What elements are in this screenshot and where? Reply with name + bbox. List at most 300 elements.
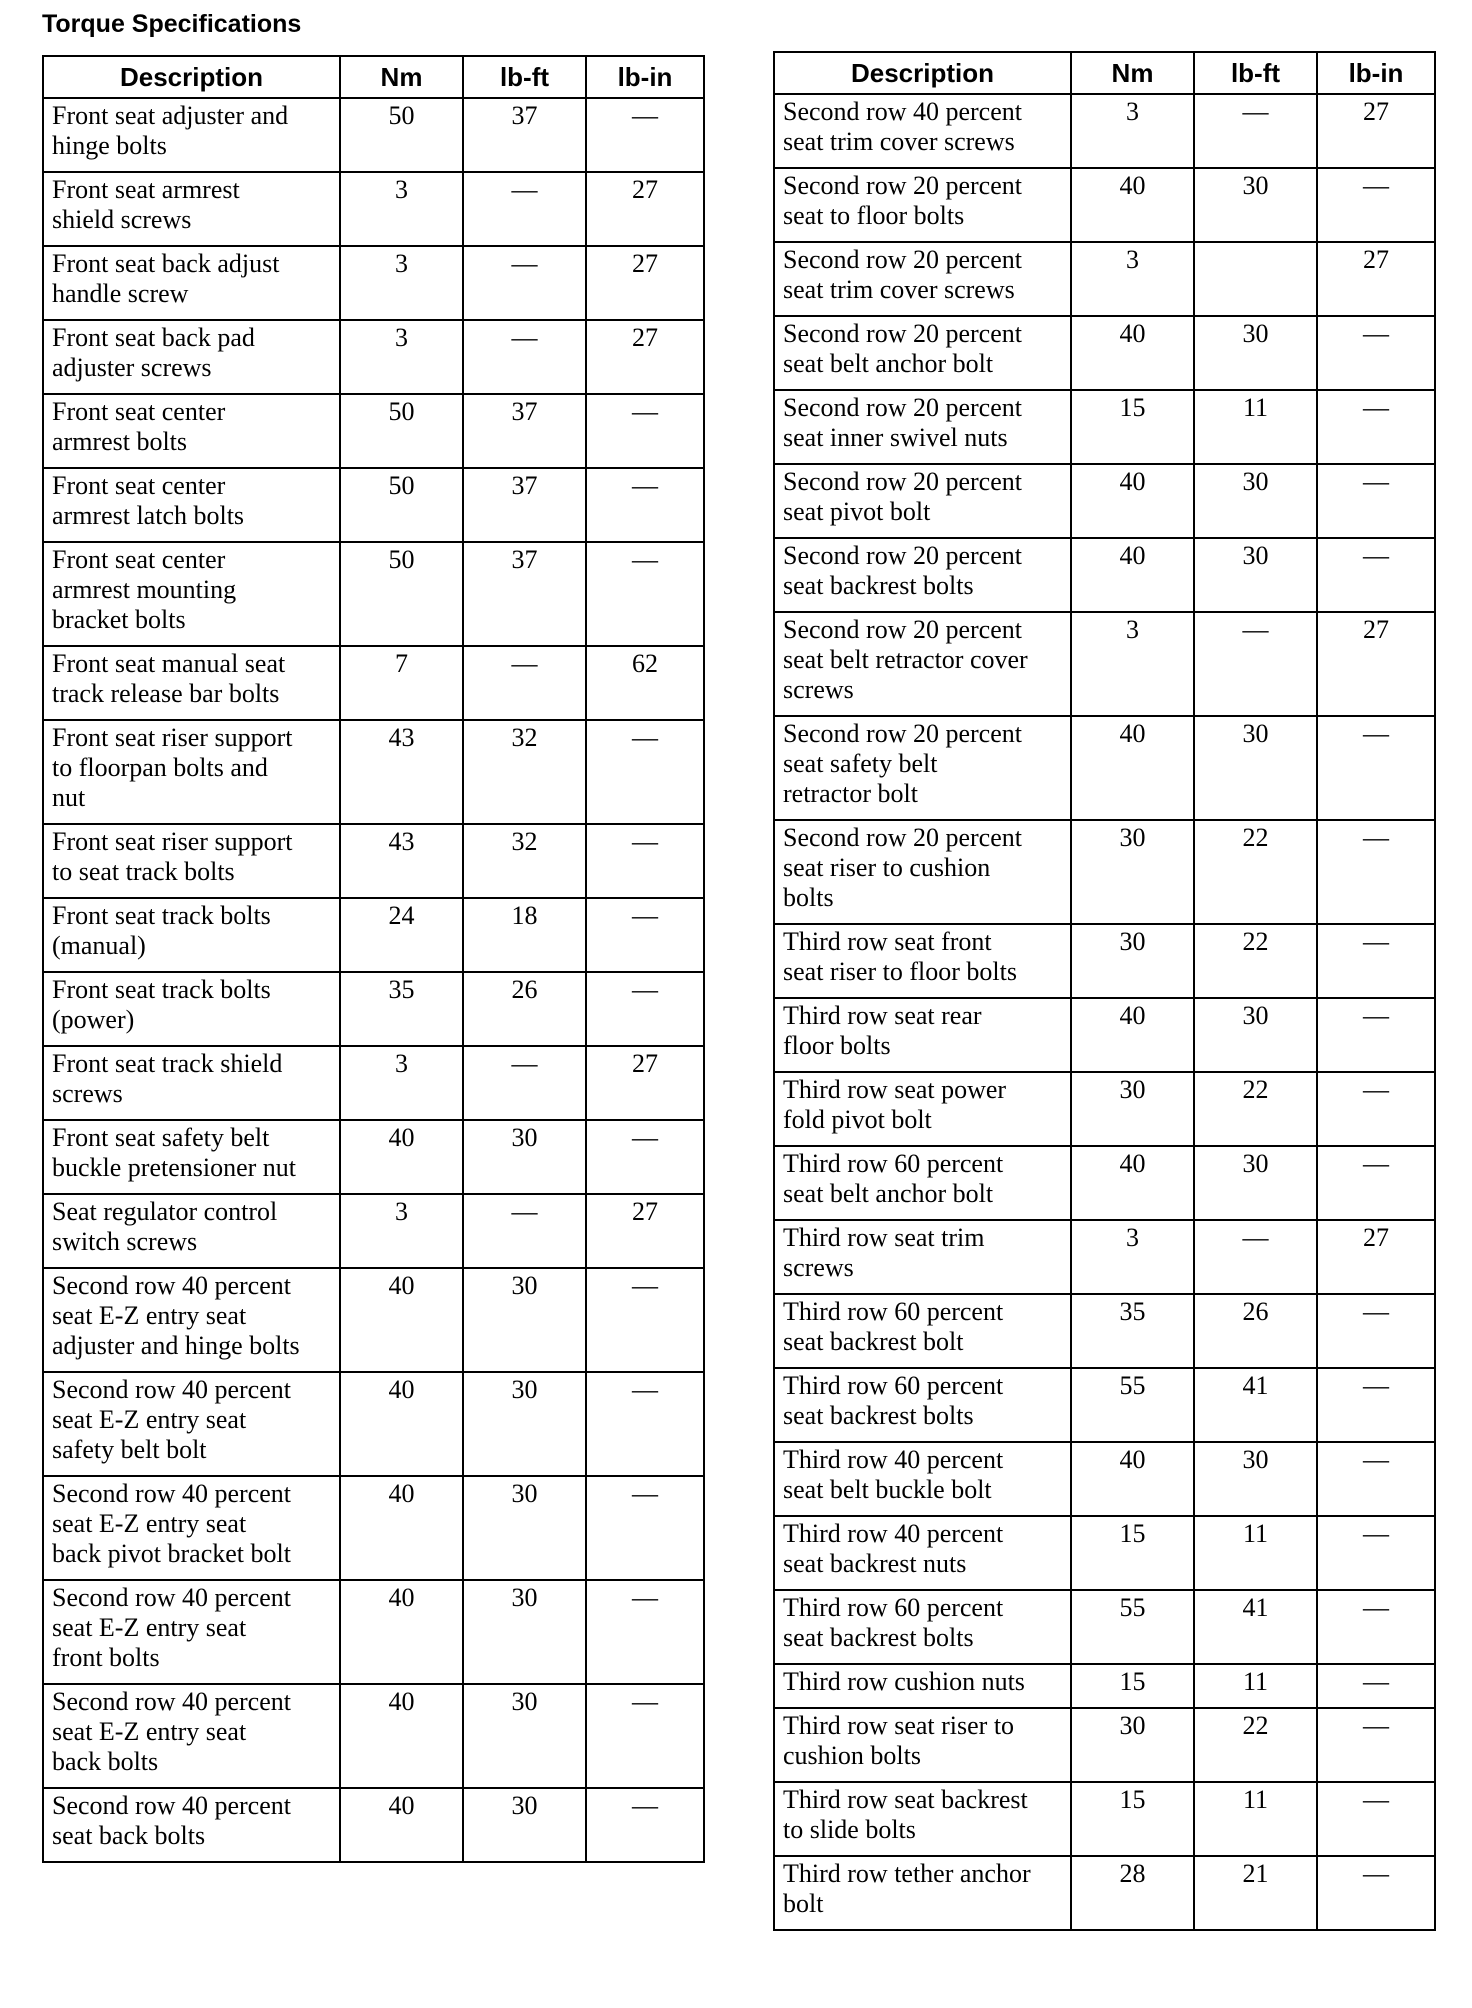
lbft-cell: 21: [1194, 1856, 1317, 1930]
nm-cell: 3: [340, 246, 463, 320]
description-line: Third row seat power: [783, 1075, 1007, 1104]
torque-table-right: [773, 51, 1436, 1931]
header-description: Description: [774, 52, 1071, 94]
table-row: [774, 464, 1435, 538]
lbin-cell: —: [1317, 820, 1435, 924]
description-line: Second row 40 percent: [52, 1583, 291, 1612]
description-line: seat back bolts: [52, 1821, 206, 1850]
lbin-cell: —: [1317, 1708, 1435, 1782]
description-line: handle screw: [52, 279, 189, 308]
description-cell: [774, 1856, 1071, 1930]
nm-cell: 40: [1071, 1442, 1194, 1516]
nm-cell: 40: [1071, 316, 1194, 390]
table-row: [43, 720, 704, 824]
lbin-cell: —: [1317, 316, 1435, 390]
description-line: seat riser to cushion: [783, 853, 991, 882]
description-cell: [774, 316, 1071, 390]
lbft-cell: 30: [1194, 168, 1317, 242]
description-cell: [774, 1294, 1071, 1368]
table-row: [774, 612, 1435, 716]
lbin-cell: —: [1317, 1516, 1435, 1590]
nm-cell: 3: [1071, 242, 1194, 316]
table-row: [774, 1220, 1435, 1294]
description-cell: [774, 1590, 1071, 1664]
lbin-cell: —: [1317, 1072, 1435, 1146]
table-row: [774, 538, 1435, 612]
description-line: Front seat adjuster and: [52, 101, 289, 130]
nm-cell: 3: [340, 1194, 463, 1268]
description-cell: [774, 1442, 1071, 1516]
description-line: seat trim cover screws: [783, 127, 1015, 156]
description-cell: [774, 1368, 1071, 1442]
table-row: [774, 1442, 1435, 1516]
description-line: Second row 40 percent: [52, 1791, 291, 1820]
description-line: Second row 20 percent: [783, 245, 1022, 274]
description-line: Third row seat trim: [783, 1223, 985, 1252]
nm-cell: 43: [340, 720, 463, 824]
description-line: seat inner swivel nuts: [783, 423, 1008, 452]
description-line: Third row 60 percent: [783, 1297, 1004, 1326]
lbin-cell: —: [1317, 1856, 1435, 1930]
lbft-cell: 11: [1194, 1664, 1317, 1708]
lbft-cell: 30: [463, 1120, 586, 1194]
nm-cell: 50: [340, 394, 463, 468]
table-row: [774, 924, 1435, 998]
description-line: adjuster and hinge bolts: [52, 1331, 300, 1360]
nm-cell: 50: [340, 98, 463, 172]
description-line: Third row 60 percent: [783, 1149, 1004, 1178]
description-cell: [774, 1072, 1071, 1146]
description-line: Front seat armrest: [52, 175, 240, 204]
table-row: [774, 998, 1435, 1072]
description-cell: [774, 464, 1071, 538]
lbft-cell: —: [463, 246, 586, 320]
table-row: [774, 1368, 1435, 1442]
nm-cell: 30: [1071, 1072, 1194, 1146]
description-line: retractor bolt: [783, 779, 918, 808]
description-line: seat E-Z entry seat: [52, 1301, 247, 1330]
lbft-cell: 22: [1194, 1708, 1317, 1782]
lbin-cell: —: [586, 720, 704, 824]
description-line: fold pivot bolt: [783, 1105, 932, 1134]
description-line: screws: [52, 1079, 123, 1108]
description-line: Third row seat backrest: [783, 1785, 1028, 1814]
lbin-cell: —: [1317, 168, 1435, 242]
description-cell: [774, 1220, 1071, 1294]
description-line: to floorpan bolts and: [52, 753, 268, 782]
lbft-cell: 11: [1194, 390, 1317, 464]
description-line: Second row 20 percent: [783, 541, 1022, 570]
description-cell: [43, 1684, 340, 1788]
description-line: Third row 40 percent: [783, 1445, 1004, 1474]
lbin-cell: —: [586, 824, 704, 898]
table-row: [43, 1194, 704, 1268]
lbin-cell: 27: [586, 1194, 704, 1268]
table-row: [43, 1046, 704, 1120]
description-line: Second row 40 percent: [52, 1687, 291, 1716]
nm-cell: 55: [1071, 1368, 1194, 1442]
nm-cell: 3: [340, 320, 463, 394]
description-line: Third row tether anchor: [783, 1859, 1031, 1888]
nm-cell: 15: [1071, 1782, 1194, 1856]
nm-cell: 15: [1071, 390, 1194, 464]
lbin-cell: —: [1317, 1782, 1435, 1856]
lbin-cell: —: [1317, 464, 1435, 538]
description-line: armrest bolts: [52, 427, 188, 456]
lbft-cell: 41: [1194, 1590, 1317, 1664]
description-line: seat belt retractor cover: [783, 645, 1028, 674]
lbft-cell: 30: [1194, 1146, 1317, 1220]
lbin-cell: 27: [1317, 242, 1435, 316]
lbft-cell: 30: [1194, 716, 1317, 820]
description-line: Front seat safety belt: [52, 1123, 270, 1152]
description-line: Front seat center: [52, 471, 226, 500]
description-line: Third row seat front: [783, 927, 992, 956]
table-row: [774, 1664, 1435, 1708]
description-cell: [774, 924, 1071, 998]
description-cell: [43, 542, 340, 646]
table-row: [774, 1708, 1435, 1782]
lbft-cell: 30: [463, 1268, 586, 1372]
description-cell: [774, 998, 1071, 1072]
description-line: buckle pretensioner nut: [52, 1153, 297, 1182]
description-line: Second row 20 percent: [783, 823, 1022, 852]
description-line: floor bolts: [783, 1031, 891, 1060]
description-cell: [43, 1194, 340, 1268]
lbin-cell: —: [586, 542, 704, 646]
header-description: Description: [43, 56, 340, 98]
description-line: Second row 20 percent: [783, 393, 1022, 422]
lbft-cell: 30: [1194, 464, 1317, 538]
lbin-cell: —: [586, 1476, 704, 1580]
description-line: Front seat track shield: [52, 1049, 283, 1078]
description-line: Second row 40 percent: [52, 1271, 291, 1300]
table-row: [43, 1476, 704, 1580]
lbft-cell: 30: [463, 1580, 586, 1684]
nm-cell: 40: [1071, 538, 1194, 612]
lbin-cell: 27: [586, 320, 704, 394]
description-line: to slide bolts: [783, 1815, 916, 1844]
description-line: back pivot bracket bolt: [52, 1539, 291, 1568]
lbin-cell: —: [1317, 1442, 1435, 1516]
description-line: seat backrest bolt: [783, 1327, 964, 1356]
nm-cell: 3: [340, 172, 463, 246]
nm-cell: 15: [1071, 1664, 1194, 1708]
table-row: [774, 1590, 1435, 1664]
description-line: switch screws: [52, 1227, 198, 1256]
description-line: hinge bolts: [52, 131, 167, 160]
lbin-cell: —: [586, 98, 704, 172]
description-line: seat belt anchor bolt: [783, 1179, 994, 1208]
description-line: Front seat manual seat: [52, 649, 286, 678]
description-line: Second row 40 percent: [52, 1375, 291, 1404]
table-row: [43, 394, 704, 468]
lbft-cell: 18: [463, 898, 586, 972]
lbft-cell: —: [463, 1046, 586, 1120]
lbin-cell: 27: [1317, 94, 1435, 168]
lbft-cell: 30: [463, 1684, 586, 1788]
lbin-cell: —: [586, 1268, 704, 1372]
description-cell: [774, 94, 1071, 168]
description-line: to seat track bolts: [52, 857, 235, 886]
lbin-cell: —: [1317, 1368, 1435, 1442]
table-row: [43, 1372, 704, 1476]
lbin-cell: —: [586, 1372, 704, 1476]
lbin-cell: —: [586, 468, 704, 542]
lbin-cell: 27: [586, 1046, 704, 1120]
table-row: [43, 1788, 704, 1862]
lbin-cell: 27: [1317, 1220, 1435, 1294]
lbft-cell: —: [1194, 612, 1317, 716]
nm-cell: 24: [340, 898, 463, 972]
description-line: Third row 60 percent: [783, 1371, 1004, 1400]
nm-cell: 40: [340, 1788, 463, 1862]
lbft-cell: 30: [1194, 316, 1317, 390]
description-cell: [43, 320, 340, 394]
description-line: Front seat track bolts: [52, 975, 271, 1004]
description-line: seat pivot bolt: [783, 497, 931, 526]
description-cell: [43, 720, 340, 824]
nm-cell: 35: [1071, 1294, 1194, 1368]
lbft-cell: 30: [463, 1476, 586, 1580]
description-cell: [43, 172, 340, 246]
description-cell: [774, 390, 1071, 464]
description-line: Front seat track bolts: [52, 901, 271, 930]
lbin-cell: 27: [586, 172, 704, 246]
description-cell: [43, 246, 340, 320]
description-line: seat E-Z entry seat: [52, 1509, 247, 1538]
description-cell: [43, 1046, 340, 1120]
description-line: seat belt buckle bolt: [783, 1475, 992, 1504]
lbft-cell: 41: [1194, 1368, 1317, 1442]
lbft-cell: 37: [463, 98, 586, 172]
lbft-cell: —: [463, 320, 586, 394]
lbft-cell: 22: [1194, 924, 1317, 998]
header-lbin: lb-in: [586, 56, 704, 98]
lbin-cell: —: [586, 1120, 704, 1194]
table-row: [43, 898, 704, 972]
nm-cell: 50: [340, 542, 463, 646]
lbin-cell: 27: [586, 246, 704, 320]
description-line: track release bar bolts: [52, 679, 280, 708]
description-line: adjuster screws: [52, 353, 212, 382]
table-row: [43, 1580, 704, 1684]
lbin-cell: —: [1317, 1664, 1435, 1708]
table-row: [774, 242, 1435, 316]
description-cell: [43, 1372, 340, 1476]
lbin-cell: —: [586, 1788, 704, 1862]
table-row: [774, 1516, 1435, 1590]
nm-cell: 3: [1071, 1220, 1194, 1294]
description-line: Second row 20 percent: [783, 171, 1022, 200]
description-line: Front seat center: [52, 397, 226, 426]
table-row: [774, 1072, 1435, 1146]
description-line: bolt: [783, 1889, 824, 1918]
description-cell: [43, 394, 340, 468]
description-cell: [43, 972, 340, 1046]
nm-cell: 30: [1071, 1708, 1194, 1782]
description-line: Third row seat riser to: [783, 1711, 1015, 1740]
description-line: bracket bolts: [52, 605, 186, 634]
table-row: [774, 94, 1435, 168]
table-row: [774, 1856, 1435, 1930]
description-line: Second row 40 percent: [52, 1479, 291, 1508]
description-line: seat backrest bolts: [783, 1401, 974, 1430]
description-line: seat belt anchor bolt: [783, 349, 994, 378]
description-line: shield screws: [52, 205, 192, 234]
header-nm: Nm: [340, 56, 463, 98]
lbft-cell: 22: [1194, 820, 1317, 924]
description-line: bolts: [783, 883, 834, 912]
description-line: Third row 40 percent: [783, 1519, 1004, 1548]
lbft-cell: 37: [463, 394, 586, 468]
description-cell: [43, 1120, 340, 1194]
nm-cell: 28: [1071, 1856, 1194, 1930]
description-line: seat riser to floor bolts: [783, 957, 1017, 986]
description-line: Front seat back pad: [52, 323, 255, 352]
nm-cell: 40: [340, 1268, 463, 1372]
description-cell: [774, 820, 1071, 924]
nm-cell: 50: [340, 468, 463, 542]
description-cell: [774, 242, 1071, 316]
description-line: Third row 60 percent: [783, 1593, 1004, 1622]
nm-cell: 30: [1071, 820, 1194, 924]
table-row: [43, 1684, 704, 1788]
description-cell: [43, 646, 340, 720]
lbft-cell: 26: [1194, 1294, 1317, 1368]
description-line: seat E-Z entry seat: [52, 1405, 247, 1434]
table-row: [774, 820, 1435, 924]
description-line: seat to floor bolts: [783, 201, 965, 230]
description-line: seat trim cover screws: [783, 275, 1015, 304]
lbft-cell: 37: [463, 468, 586, 542]
table-row: [43, 1268, 704, 1372]
description-line: safety belt bolt: [52, 1435, 207, 1464]
lbin-cell: —: [1317, 998, 1435, 1072]
nm-cell: 15: [1071, 1516, 1194, 1590]
lbft-cell: [1194, 242, 1317, 316]
page-title: Torque Specifications: [42, 10, 302, 38]
lbft-cell: 26: [463, 972, 586, 1046]
table-row: [43, 972, 704, 1046]
lbft-cell: —: [463, 1194, 586, 1268]
table-row: [43, 320, 704, 394]
nm-cell: 40: [1071, 998, 1194, 1072]
description-line: seat backrest bolts: [783, 571, 974, 600]
description-line: nut: [52, 783, 86, 812]
nm-cell: 43: [340, 824, 463, 898]
lbin-cell: —: [1317, 538, 1435, 612]
description-line: Second row 20 percent: [783, 467, 1022, 496]
table-row: [774, 316, 1435, 390]
description-line: armrest latch bolts: [52, 501, 245, 530]
description-cell: [43, 98, 340, 172]
nm-cell: 3: [1071, 612, 1194, 716]
nm-cell: 40: [1071, 1146, 1194, 1220]
lbft-cell: 32: [463, 824, 586, 898]
description-cell: [774, 612, 1071, 716]
table-row: [774, 1294, 1435, 1368]
header-lbft: lb-ft: [463, 56, 586, 98]
nm-cell: 3: [1071, 94, 1194, 168]
table-row: [43, 98, 704, 172]
nm-cell: 3: [340, 1046, 463, 1120]
lbin-cell: 27: [1317, 612, 1435, 716]
description-line: Third row seat rear: [783, 1001, 982, 1030]
nm-cell: 40: [340, 1580, 463, 1684]
table-row: [43, 542, 704, 646]
description-line: (power): [52, 1005, 135, 1034]
table-header-row: [43, 56, 704, 98]
lbin-cell: 62: [586, 646, 704, 720]
description-cell: [774, 168, 1071, 242]
lbin-cell: —: [586, 1684, 704, 1788]
description-line: Second row 20 percent: [783, 719, 1022, 748]
nm-cell: 40: [1071, 716, 1194, 820]
nm-cell: 40: [1071, 464, 1194, 538]
nm-cell: 40: [340, 1372, 463, 1476]
table-row: [774, 168, 1435, 242]
lbin-cell: —: [1317, 924, 1435, 998]
table-row: [774, 1782, 1435, 1856]
table-row: [43, 646, 704, 720]
lbft-cell: —: [1194, 94, 1317, 168]
lbin-cell: —: [1317, 1146, 1435, 1220]
lbin-cell: —: [586, 1580, 704, 1684]
description-line: Second row 20 percent: [783, 615, 1022, 644]
nm-cell: 7: [340, 646, 463, 720]
description-cell: [774, 1708, 1071, 1782]
description-cell: [43, 468, 340, 542]
table-row: [774, 716, 1435, 820]
description-line: seat backrest nuts: [783, 1549, 967, 1578]
nm-cell: 35: [340, 972, 463, 1046]
description-line: seat E-Z entry seat: [52, 1717, 247, 1746]
lbft-cell: 30: [463, 1788, 586, 1862]
description-cell: [774, 538, 1071, 612]
description-line: Front seat center: [52, 545, 226, 574]
description-line: (manual): [52, 931, 146, 960]
description-line: back bolts: [52, 1747, 159, 1776]
description-line: Front seat riser support: [52, 827, 293, 856]
lbft-cell: 30: [1194, 538, 1317, 612]
lbft-cell: 22: [1194, 1072, 1317, 1146]
description-line: seat backrest bolts: [783, 1623, 974, 1652]
description-cell: [43, 824, 340, 898]
lbft-cell: 11: [1194, 1782, 1317, 1856]
lbft-cell: 32: [463, 720, 586, 824]
description-line: seat E-Z entry seat: [52, 1613, 247, 1642]
description-line: seat safety belt: [783, 749, 938, 778]
lbin-cell: —: [1317, 1294, 1435, 1368]
lbft-cell: 11: [1194, 1516, 1317, 1590]
header-nm: Nm: [1071, 52, 1194, 94]
description-cell: [43, 1476, 340, 1580]
description-line: Second row 20 percent: [783, 319, 1022, 348]
lbft-cell: —: [1194, 1220, 1317, 1294]
lbin-cell: —: [1317, 716, 1435, 820]
nm-cell: 40: [340, 1684, 463, 1788]
description-line: Front seat riser support: [52, 723, 293, 752]
nm-cell: 30: [1071, 924, 1194, 998]
description-cell: [43, 1580, 340, 1684]
lbin-cell: —: [1317, 390, 1435, 464]
lbin-cell: —: [586, 898, 704, 972]
torque-table-left: [42, 55, 705, 1863]
description-cell: [43, 1268, 340, 1372]
lbft-cell: —: [463, 172, 586, 246]
description-cell: [43, 1788, 340, 1862]
